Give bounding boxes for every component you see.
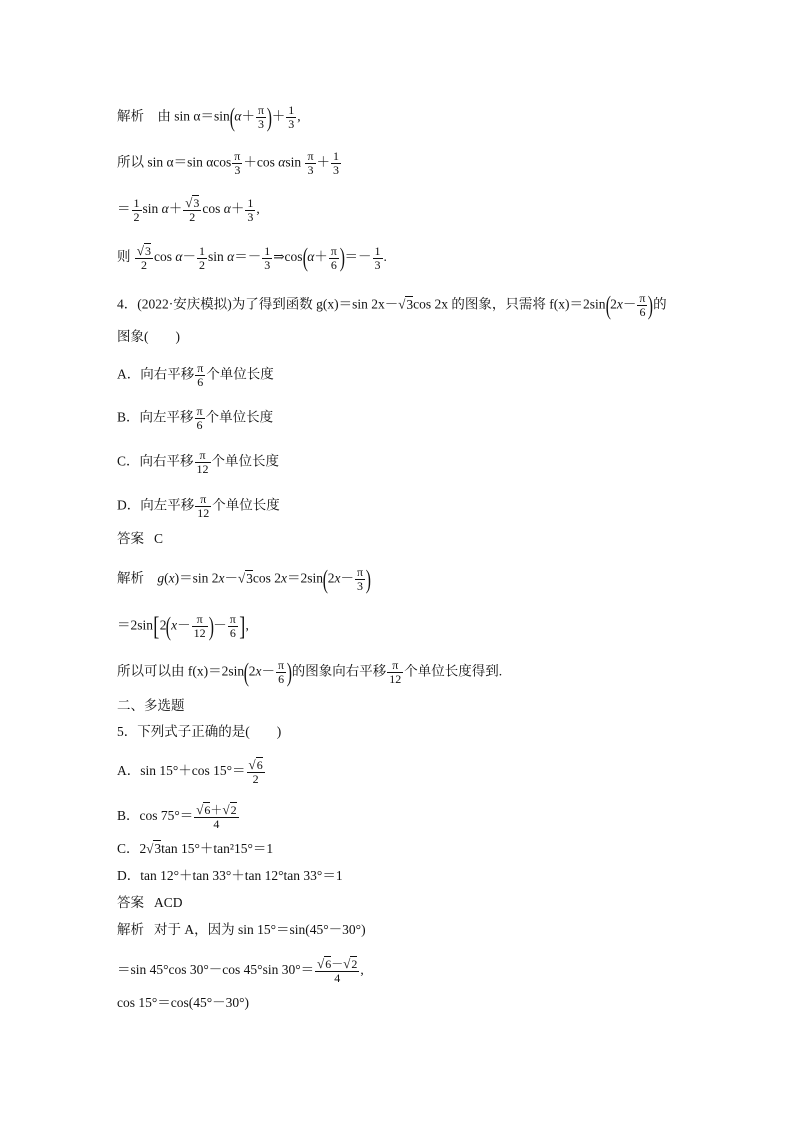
question-5: 5．下列式子正确的是( ) [117,724,282,739]
option-4c: C．向右平移 $\frac{\pi}{12}$ 个单位长度 [117,448,280,476]
explanation-5-line-1: 解析 对于 A，因为 sin 15°＝sin(45°－30°) [117,922,366,937]
answer-4: 答案 C [117,531,164,546]
explanation-4-line-3: 所以可以由 f(x)＝2sin(2x－ $\frac{\pi}{6}$ )的图象向右平移 $\frac{\pi}{12}$ 个单位长度得到. [117,657,503,687]
option-4a: A．向右平移 $\frac{\pi}{6}$ 个单位长度 [117,361,274,389]
section-heading: 二、多选题 [117,698,185,713]
explanation-5-line-2: ＝sin 45°cos 30°－cos 45°sin 30°＝ $\frac{√6-√2}{4}$ , [117,956,364,985]
answer-5: 答案 ACD [117,895,183,910]
question-4-line-2: 图象( ) [117,329,180,344]
solution-line-2: 所以 sin α＝sin αcos $\frac{\pi}{3}$ ＋cos αsin $\frac{\pi}{3}$ ＋ $\frac{1}{3}$ [117,149,340,177]
solution-line-1: 解析 由 sin α＝sin(α＋ $\frac{\pi}{3}$ )＋ $\frac{1}{3}$ , [117,102,301,132]
explanation-5-line-3: cos 15°＝cos(45°－30°) [117,995,250,1010]
solution-line-4: 则 $\frac{√3}{2}$ cos α－ $\frac{1}{2}$ sin α＝－ $\frac{1}{3}$ ⇒cos(α＋ $\frac{\pi}{6}$ )＝－ $\frac{1}{3}$ . [117,243,387,272]
explanation-4-line-2: ＝2sin[2(x－ $\frac{\pi}{12}$ )－ $\frac{\pi}{6}$ ], [117,611,249,641]
option-4d: D．向左平移 $\frac{\pi}{12}$ 个单位长度 [117,492,280,520]
solution-line-3: ＝ $\frac{1}{2}$ sin α＋ $\frac{√3}{2}$ cos α＋ $\frac{1}{3}$ , [117,195,260,224]
option-4b: B．向左平移 $\frac{\pi}{6}$ 个单位长度 [117,404,274,432]
explanation-4-line-1: 解析 g(x)＝sin 2x－√3cos 2x＝2sin(2x－ $\frac{\pi}{3}$ ) [117,564,371,594]
option-5d: D．tan 12°＋tan 33°＋tan 12°tan 33°＝1 [117,868,343,883]
option-5b: B．cos 75°＝ $\frac{√6+√2}{4}$ [117,802,237,831]
option-5a: A．sin 15°＋cos 15°＝ $\frac{√6}{2}$ [117,757,263,786]
question-4: 4．(2022·安庆模拟)为了得到函数 g(x)＝sin 2x－√3cos 2x 的图象，只需将 f(x)＝2sin(2x－ $\frac{\pi}{6}$ )的 [117,290,667,320]
option-5c: C．2√3tan 15°＋tan²15°＝1 [117,841,274,856]
